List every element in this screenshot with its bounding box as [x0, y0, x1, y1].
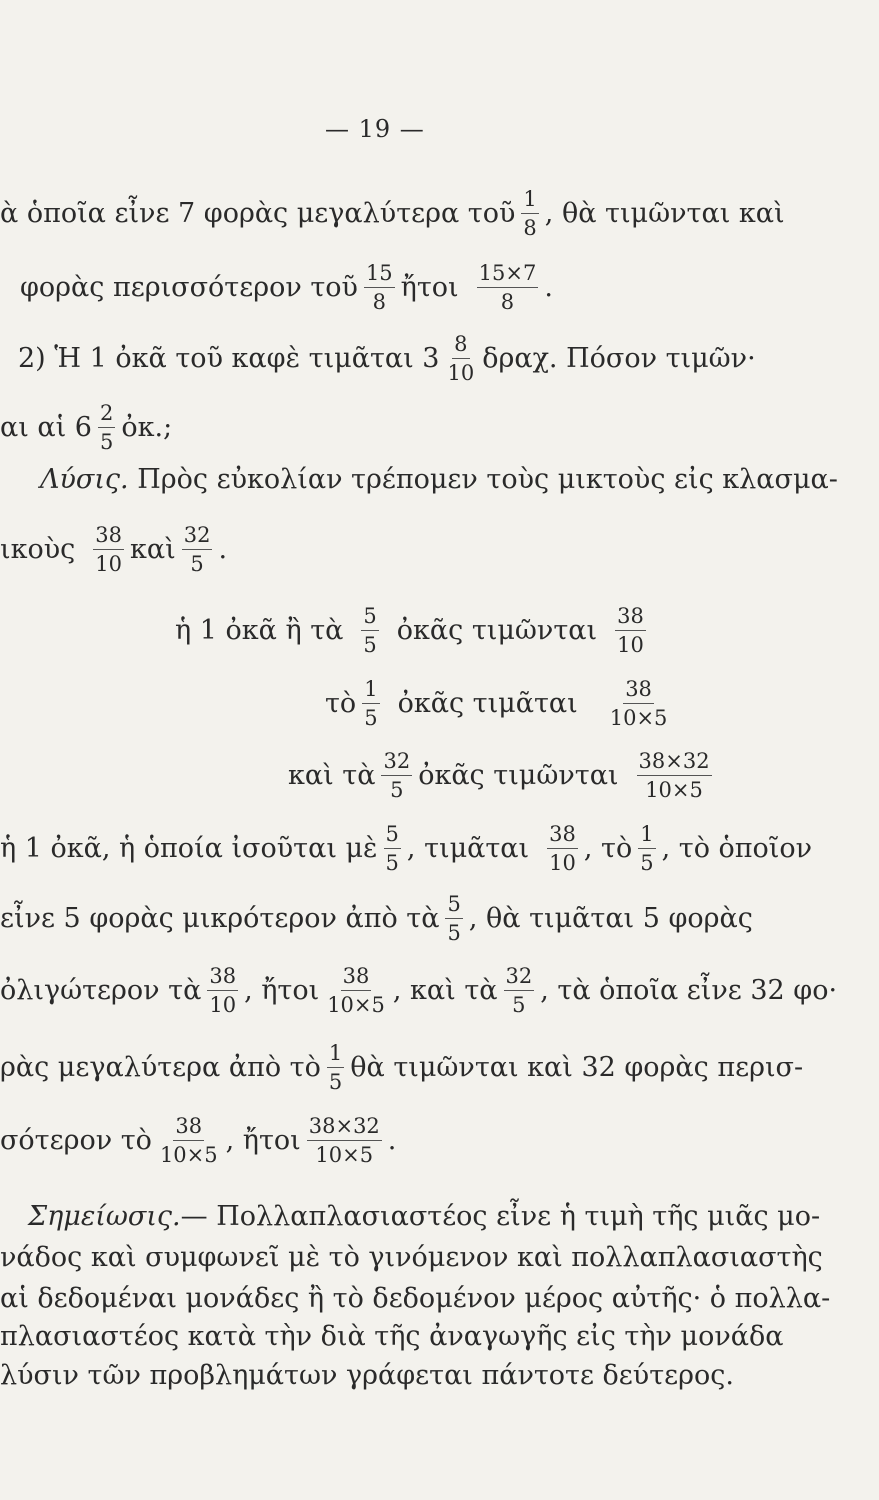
fraction-denominator: 5	[190, 552, 204, 577]
fraction	[381, 750, 412, 801]
fraction-denominator: 5	[390, 778, 404, 803]
text-span: — Πολλαπλασιαστέος εἶνε ἡ τιμὴ τῆς μιᾶς μο-	[180, 1201, 821, 1232]
fraction	[547, 823, 578, 874]
fraction-denominator: 10×5	[327, 993, 385, 1018]
fraction-numerator: 8	[452, 333, 469, 359]
fraction	[477, 262, 539, 313]
text-span: , θὰ τιμῶνται καὶ	[544, 198, 785, 230]
fraction-denominator: 5	[364, 706, 378, 731]
fraction-denominator: 10×5	[645, 778, 703, 803]
text-line-4	[0, 402, 172, 453]
fraction-numerator: 38	[207, 965, 238, 991]
text-line-17: αἱ δεδομέναι μονάδες ἢ τὸ δεδομένον μέρος αὐτῆς· ὁ πολλα-	[0, 1283, 831, 1314]
text-span: , καὶ τὰ	[392, 975, 498, 1007]
fraction-numerator: 38	[547, 823, 578, 849]
text-span: φορὰς περισσότερον τοῦ	[20, 272, 358, 304]
text-span: ὀκᾶς τιμῶνται	[418, 760, 619, 792]
fraction-denominator: 5	[363, 633, 377, 658]
text-span: , ἤτοι	[244, 975, 320, 1007]
text-span: αι αἱ 6	[0, 412, 92, 444]
fraction-denominator: 10	[447, 361, 475, 386]
fraction-denominator: 10×5	[315, 1143, 374, 1168]
fraction	[182, 524, 213, 575]
text-span: ἡ 1 ὀκᾶ ἢ τὰ	[175, 615, 344, 647]
fraction	[364, 262, 395, 313]
fraction	[521, 188, 538, 239]
fraction	[504, 965, 535, 1016]
text-span: , θὰ τιμᾶται 5 φορὰς	[468, 903, 753, 935]
fraction	[98, 402, 115, 453]
text-span: , τὸ	[583, 833, 633, 865]
fraction-numerator: 38	[623, 678, 654, 704]
text-line-1	[0, 188, 785, 239]
fraction	[307, 1115, 382, 1166]
text-span: καὶ	[130, 534, 176, 566]
text-span: ὀκᾶς τιμᾶται	[397, 688, 578, 720]
fraction	[637, 750, 712, 801]
fraction-numerator: 5	[361, 605, 378, 631]
fraction-denominator: 5	[512, 993, 526, 1018]
fraction-denominator: 10	[617, 633, 644, 658]
fraction-numerator: 1	[638, 823, 655, 849]
fraction-numerator: 38	[173, 1115, 204, 1141]
fraction-denominator: 8	[500, 290, 515, 315]
fraction	[445, 333, 476, 384]
text-line-2	[20, 262, 553, 313]
text-span: ὀκ.;	[121, 412, 173, 444]
text-line-3	[18, 333, 756, 384]
fraction-numerator: 38	[341, 965, 372, 991]
text-span: , τὸ ὁποῖον	[661, 833, 813, 865]
fraction	[158, 1115, 220, 1166]
fraction-denominator: 5	[640, 851, 654, 876]
note-heading: Σημείωσις.	[28, 1201, 181, 1232]
text-span: , ἤτοι	[225, 1125, 301, 1157]
text-span: ὰ ὁποῖα εἶνε 7 φορὰς μεγαλύτερα τοῦ	[0, 198, 516, 230]
text-span: , τὰ ὁποῖα εἶνε 32 φο·	[540, 975, 838, 1007]
text-line-12	[0, 965, 837, 1016]
fraction-numerator: 1	[521, 188, 538, 214]
text-span: ρὰς μεγαλύτερα ἀπὸ τὸ	[0, 1052, 321, 1084]
text-line-10	[0, 823, 812, 874]
fraction-numerator: 38	[93, 524, 124, 550]
text-span: ικοὺς	[0, 534, 76, 566]
text-line-7	[175, 605, 652, 656]
fraction	[638, 823, 655, 874]
fraction	[615, 605, 646, 656]
fraction-denominator: 8	[372, 290, 386, 315]
fraction-numerator: 38×32	[307, 1115, 382, 1141]
fraction	[93, 524, 124, 575]
fraction	[361, 605, 378, 656]
text-line-14	[0, 1115, 396, 1166]
text-span: .	[218, 534, 228, 566]
fraction-numerator: 15×7	[477, 262, 539, 288]
text-line-15	[28, 1203, 820, 1230]
fraction	[608, 678, 670, 729]
text-span: ἤτοι	[400, 272, 459, 304]
page-number: — 19 —	[325, 115, 425, 143]
fraction-denominator: 10	[209, 993, 237, 1018]
fraction	[384, 823, 401, 874]
text-span: θὰ τιμῶνται καὶ 32 φορὰς περισ-	[350, 1052, 804, 1084]
text-span: ὀλιγώτερον τὰ	[0, 975, 202, 1007]
text-line-18: πλασιαστέος κατὰ τὴν διὰ τῆς ἀναγωγῆς εἰς τὴν μονάδα	[0, 1321, 784, 1352]
fraction-denominator: 10×5	[609, 706, 668, 731]
text-line-16: νάδος καὶ συμφωνεῖ μὲ τὸ γινόμενον καὶ πολλαπλασιαστὴς	[0, 1242, 823, 1273]
fraction-numerator: 32	[182, 524, 213, 550]
text-span: ὀκᾶς τιμῶνται	[396, 615, 598, 647]
fraction-denominator: 5	[99, 430, 114, 455]
fraction	[207, 965, 238, 1016]
fraction-denominator: 5	[447, 921, 461, 946]
fraction-denominator: 10	[549, 851, 576, 876]
fraction-numerator: 5	[384, 823, 401, 849]
text-span: τὸ	[325, 688, 357, 720]
fraction-denominator: 5	[328, 1070, 343, 1095]
fraction-numerator: 15	[364, 262, 395, 288]
fraction	[445, 893, 462, 944]
text-line-19: λύσιν τῶν προβλημάτων γράφεται πάντοτε δεύτερος.	[0, 1360, 734, 1391]
text-span: εἶνε 5 φορὰς μικρότερον ἀπὸ τὰ	[0, 903, 440, 935]
text-span: σότερον τὸ	[0, 1125, 152, 1157]
fraction	[325, 965, 387, 1016]
fraction-numerator: 38×32	[637, 750, 712, 776]
text-line-5	[40, 466, 838, 493]
text-line-9	[288, 750, 718, 801]
text-span: .	[387, 1125, 397, 1157]
text-line-6	[0, 524, 227, 575]
fraction-denominator: 10	[95, 552, 122, 577]
fraction-numerator: 32	[504, 965, 535, 991]
fraction-numerator: 1	[327, 1042, 344, 1068]
text-span: καὶ τὰ	[288, 760, 376, 792]
fraction-denominator: 10×5	[159, 1143, 218, 1168]
text-span: ἡ 1 ὀκᾶ, ἡ ὁποία ἰσοῦται μὲ	[0, 833, 378, 865]
fraction	[362, 678, 379, 729]
text-span: δραχ. Πόσον τιμῶν·	[482, 343, 756, 375]
fraction-numerator: 2	[98, 402, 115, 428]
fraction-numerator: 38	[615, 605, 646, 631]
fraction-numerator: 1	[362, 678, 379, 704]
text-line-13	[0, 1042, 803, 1093]
fraction-denominator: 8	[523, 216, 537, 241]
text-line-8	[325, 678, 675, 729]
text-span: , τιμᾶται	[406, 833, 530, 865]
text-span: 2) Ἡ 1 ὀκᾶ τοῦ καφὲ τιμᾶται 3	[18, 343, 440, 375]
section-heading: Λύσις.	[40, 464, 129, 495]
text-span: .	[544, 272, 553, 304]
fraction-numerator: 5	[445, 893, 462, 919]
text-span: Πρὸς εὐκολίαν τρέπομεν τοὺς μικτοὺς εἰς κλασμα-	[128, 464, 838, 495]
fraction	[327, 1042, 344, 1093]
text-line-11	[0, 893, 753, 944]
fraction-denominator: 5	[385, 851, 399, 876]
fraction-numerator: 32	[381, 750, 412, 776]
